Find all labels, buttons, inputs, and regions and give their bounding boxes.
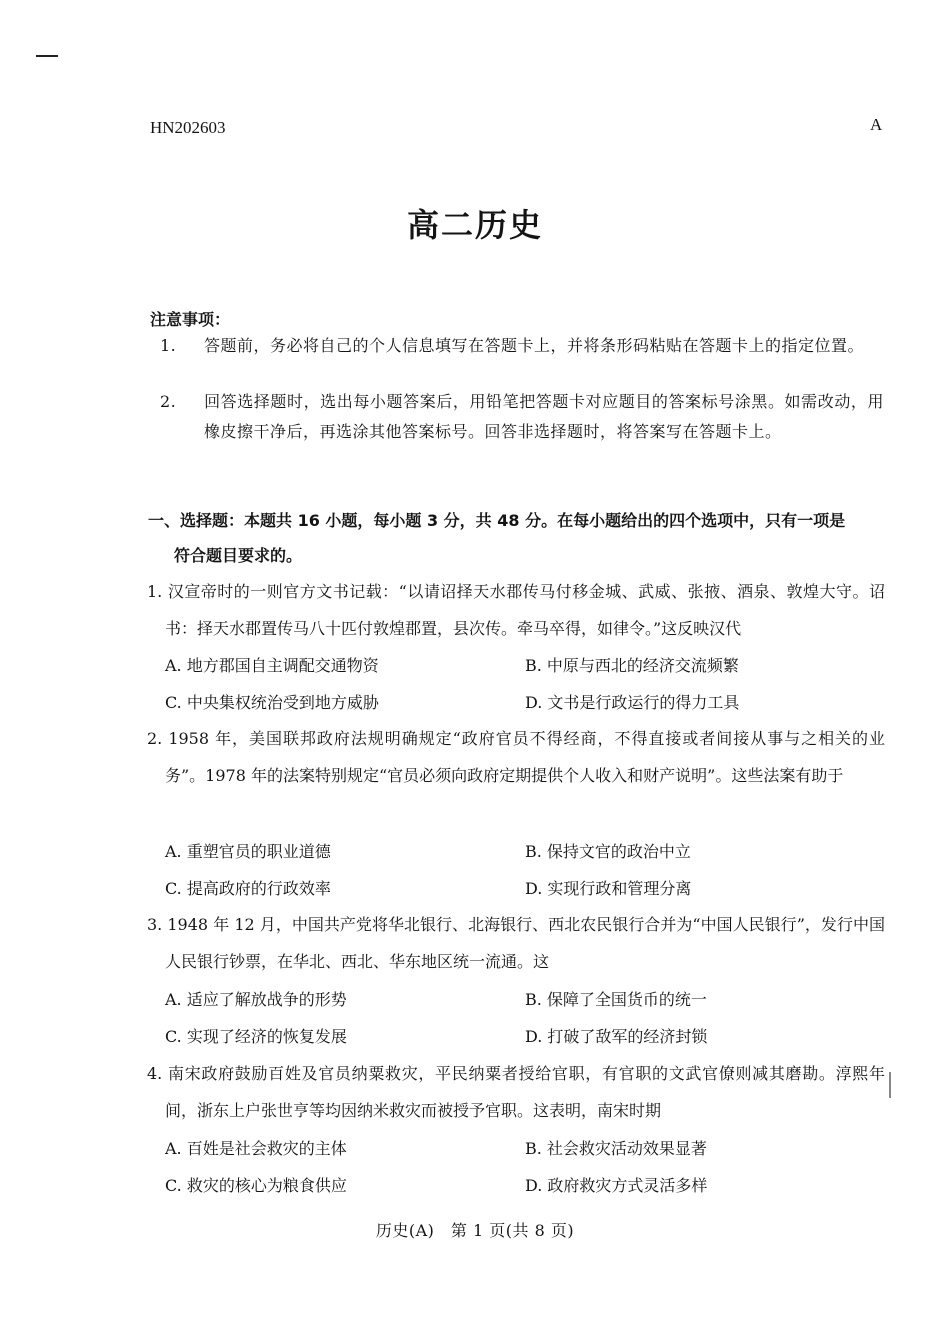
option-b: B. 保持文官的政治中立 bbox=[525, 842, 691, 861]
option-c: C. 提高政府的行政效率 bbox=[165, 879, 331, 898]
option-d: D. 实现行政和管理分离 bbox=[525, 879, 692, 898]
option-a: A. 适应了解放战争的形势 bbox=[165, 990, 347, 1009]
option-c: C. 中央集权统治受到地方威胁 bbox=[165, 693, 379, 712]
question-3-options bbox=[165, 980, 885, 1054]
question-text: 4. 南宋政府鼓励百姓及官员纳粟救灾，平民纳粟者授给官职，有官职的文武官僚则减其磨勘。淳熙年间，浙东上户张世亨等均因纳米救灾而被授予官职。这表明，南宋时期 bbox=[147, 1064, 885, 1120]
page-footer: 历史(A) 第 1 页(共 8 页) bbox=[375, 1221, 575, 1240]
option-a: A. 百姓是社会救灾的主体 bbox=[165, 1139, 347, 1158]
option-c: C. 救灾的核心为粮食供应 bbox=[165, 1176, 347, 1195]
page-title: 高二历史 bbox=[406, 206, 543, 244]
question-1-options bbox=[165, 646, 885, 720]
section-heading-line1: 一、选择题：本题共 16 小题，每小题 3 分，共 48 分。在每小题给出的四个选项中，只有一项是 bbox=[148, 511, 846, 530]
notice-item-text: 回答选择题时，选出每小题答案后，用铅笔把答题卡对应题目的答案标号涂黑。如需改动，用橡皮擦干净后，再选涂其他答案标号。回答非选择题时，将答案写在答题卡上。 bbox=[204, 392, 884, 441]
notice-item-number: 2. bbox=[160, 392, 177, 411]
question-text: 1. 汉宣帝时的一则官方文书记载：“以请诏择天水郡传马付移金城、武威、张掖、酒泉、敦煌大守。诏书：择天水郡置传马八十匹付敦煌郡置，县次传。牵马卒得，如律令。”这反映汉代 bbox=[147, 582, 885, 638]
paper-version: A bbox=[870, 115, 883, 134]
option-d: D. 政府救灾方式灵活多样 bbox=[525, 1176, 708, 1195]
option-b: B. 中原与西北的经济交流频繁 bbox=[525, 656, 739, 675]
scan-edge-mark bbox=[889, 1072, 891, 1098]
question-text: 3. 1948 年 12 月，中国共产党将华北银行、北海银行、西北农民银行合并为“中国人民银行”，发行中国人民银行钞票，在华北、西北、华东地区统一流通。这 bbox=[147, 915, 885, 971]
option-b: B. 保障了全国货币的统一 bbox=[525, 990, 707, 1009]
option-d: D. 打破了敌军的经济封锁 bbox=[525, 1027, 708, 1046]
question-4-options bbox=[165, 1129, 885, 1203]
question-text: 2. 1958 年，美国联邦政府法规明确规定“政府官员不得经商，不得直接或者间接从事与之相关的业务”。1978 年的法案特别规定“官员必须向政府定期提供个人收入和财产说明”。这些法案有助于 bbox=[147, 729, 885, 785]
notice-item-text: 答题前，务必将自己的个人信息填写在答题卡上，并将条形码粘贴在答题卡上的指定位置。 bbox=[204, 336, 865, 355]
notice-item bbox=[160, 387, 884, 447]
section-heading bbox=[148, 503, 884, 573]
notice-item bbox=[160, 331, 884, 361]
option-a: A. 重塑官员的职业道德 bbox=[165, 842, 331, 861]
notice-item-number: 1. bbox=[160, 336, 177, 355]
question-1 bbox=[147, 574, 885, 647]
option-a: A. 地方郡国自主调配交通物资 bbox=[165, 656, 379, 675]
question-3 bbox=[147, 907, 885, 980]
scan-mark bbox=[36, 55, 58, 57]
option-d: D. 文书是行政运行的得力工具 bbox=[525, 693, 740, 712]
option-c: C. 实现了经济的恢复发展 bbox=[165, 1027, 347, 1046]
question-4 bbox=[147, 1056, 885, 1129]
question-2-options bbox=[165, 832, 885, 906]
question-2 bbox=[147, 721, 885, 794]
option-b: B. 社会救灾活动效果显著 bbox=[525, 1139, 707, 1158]
notice-heading: 注意事项： bbox=[150, 310, 231, 329]
section-heading-line2: 符合题目要求的。 bbox=[174, 546, 303, 565]
exam-code: HN202603 bbox=[150, 118, 226, 137]
